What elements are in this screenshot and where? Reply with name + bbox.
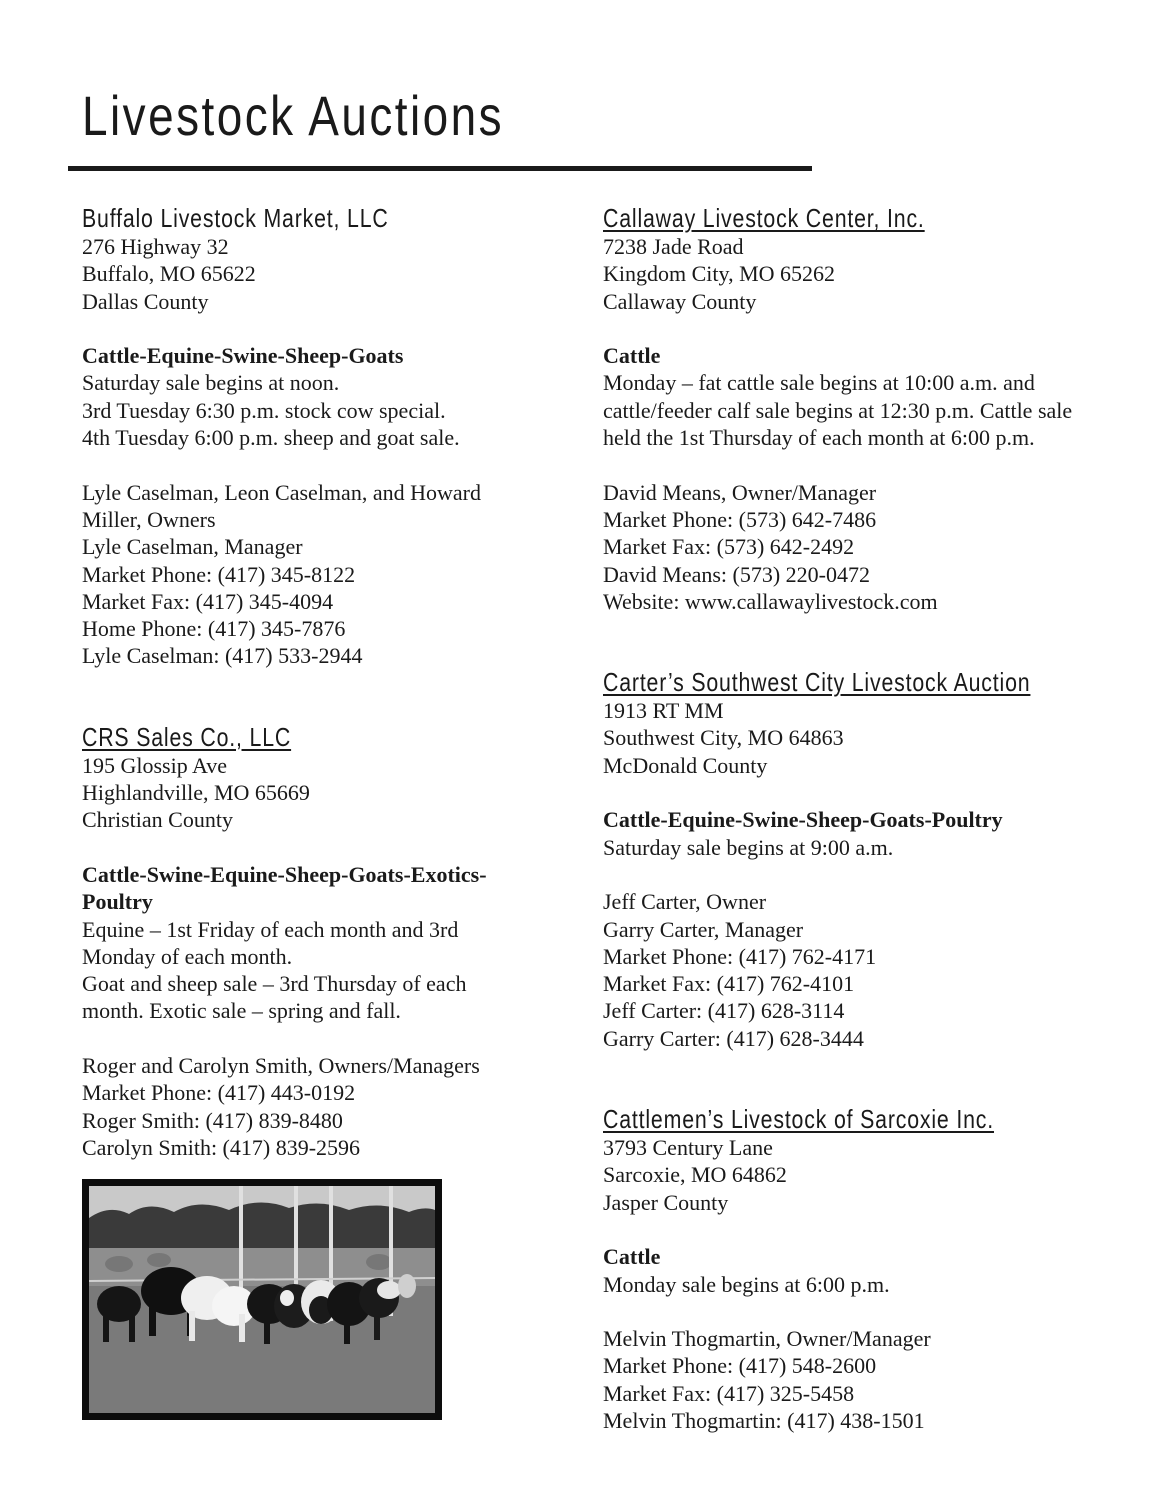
right-column bbox=[603, 204, 1143, 1434]
auction-name: Buffalo Livestock Market, LLC bbox=[82, 203, 389, 233]
address-line: Buffalo, MO 65622 bbox=[82, 261, 256, 287]
address-line: 7238 Jade Road bbox=[603, 234, 744, 259]
contact-line: Market Phone: (573) 642-7486 bbox=[603, 506, 877, 532]
schedule-line: Monday sale begins at 6:00 p.m. bbox=[603, 1271, 890, 1297]
contact-line: Lyle Caselman, Manager bbox=[82, 534, 303, 560]
address-line: 195 Glossip Ave bbox=[82, 752, 228, 778]
cattle-photo bbox=[82, 1179, 442, 1420]
schedule-line: 4th Tuesday 6:00 p.m. sheep and goat sale. bbox=[82, 425, 460, 451]
contact-line: Roger and Carolyn Smith, Owners/Managers bbox=[82, 1053, 480, 1079]
contact-line: Lyle Caselman: (417) 533-2944 bbox=[82, 643, 363, 669]
address-line: Kingdom City, MO 65262 bbox=[603, 261, 836, 287]
schedule-line: 3rd Tuesday 6:30 p.m. stock cow special. bbox=[82, 397, 446, 423]
auction-name: Cattlemen’s Livestock of Sarcoxie Inc. bbox=[603, 1104, 994, 1135]
county: McDonald County bbox=[603, 752, 768, 778]
title-divider bbox=[68, 166, 812, 171]
schedule-line: Saturday sale begins at 9:00 a.m. bbox=[603, 834, 894, 860]
contact-line: Market Phone: (417) 345-8122 bbox=[82, 561, 356, 587]
contact-line: Garry Carter: (417) 628-3444 bbox=[603, 1025, 864, 1051]
address-line: Sarcoxie, MO 64862 bbox=[603, 1162, 787, 1188]
contact-line: Market Fax: (417) 345-4094 bbox=[82, 588, 334, 614]
address-line: 3793 Century Lane bbox=[603, 1135, 773, 1161]
county: Dallas County bbox=[82, 288, 209, 314]
county: Callaway County bbox=[603, 288, 757, 314]
county: Christian County bbox=[82, 807, 233, 833]
livestock-types: Cattle bbox=[603, 343, 661, 369]
auction-name: Callaway Livestock Center, Inc. bbox=[603, 203, 925, 233]
schedule-line: Monday of each month. bbox=[82, 943, 293, 969]
contact-line: Miller, Owners bbox=[82, 506, 216, 532]
contact-line: Market Phone: (417) 548-2600 bbox=[603, 1353, 877, 1379]
auction-entry-buffalo bbox=[82, 204, 582, 670]
livestock-types: Poultry bbox=[82, 889, 153, 915]
contact-line: Home Phone: (417) 345-7876 bbox=[82, 616, 346, 642]
contact-line: Market Fax: (417) 762-4101 bbox=[603, 971, 855, 997]
livestock-types: Cattle-Swine-Equine-Sheep-Goats-Exotics- bbox=[82, 861, 487, 887]
address-line: 1913 RT MM bbox=[603, 698, 724, 724]
contact-line: Jeff Carter: (417) 628-3114 bbox=[603, 998, 845, 1024]
auction-name: CRS Sales Co., LLC bbox=[82, 721, 292, 752]
county: Jasper County bbox=[603, 1189, 729, 1215]
schedule-line: month. Exotic sale – spring and fall. bbox=[82, 998, 401, 1024]
livestock-types: Cattle-Equine-Swine-Sheep-Goats bbox=[82, 343, 404, 369]
auction-entry-crs bbox=[82, 723, 582, 1161]
contact-line: Carolyn Smith: (417) 839-2596 bbox=[82, 1134, 361, 1160]
schedule-line: Equine – 1st Friday of each month and 3rd bbox=[82, 916, 459, 942]
auction-entry-callaway bbox=[603, 204, 1143, 615]
schedule-line: Saturday sale begins at noon. bbox=[82, 370, 340, 396]
auction-name: Carter’s Southwest City Livestock Auction bbox=[603, 667, 1031, 698]
address-line: Highlandville, MO 65669 bbox=[82, 780, 310, 806]
schedule-line: Monday – fat cattle sale begins at 10:00 a.m. and bbox=[603, 370, 1035, 396]
contact-line: Lyle Caselman, Leon Caselman, and Howard bbox=[82, 479, 481, 505]
contact-line: Jeff Carter, Owner bbox=[603, 889, 767, 915]
contact-line: Market Fax: (417) 325-5458 bbox=[603, 1380, 855, 1406]
contact-line: Garry Carter, Manager bbox=[603, 916, 804, 942]
contact-line: Melvin Thogmartin: (417) 438-1501 bbox=[603, 1407, 925, 1433]
contact-line: Melvin Thogmartin, Owner/Manager bbox=[603, 1326, 931, 1352]
auction-entry-carters bbox=[603, 668, 1143, 1052]
page-title: Livestock Auctions bbox=[82, 84, 505, 147]
livestock-types: Cattle bbox=[603, 1244, 661, 1270]
contact-line: Roger Smith: (417) 839-8480 bbox=[82, 1107, 343, 1133]
cattle-grazing-image bbox=[89, 1186, 435, 1413]
contact-line: Market Phone: (417) 443-0192 bbox=[82, 1080, 356, 1106]
schedule-line: Goat and sheep sale – 3rd Thursday of each bbox=[82, 971, 467, 997]
livestock-types: Cattle-Equine-Swine-Sheep-Goats-Poultry bbox=[603, 807, 1003, 833]
contact-line: David Means: (573) 220-0472 bbox=[603, 561, 871, 587]
website[interactable]: Website: www.callawaylivestock.com bbox=[603, 588, 938, 614]
address-line: Southwest City, MO 64863 bbox=[603, 725, 844, 751]
contact-line: Market Phone: (417) 762-4171 bbox=[603, 943, 877, 969]
auction-entry-cattlemens bbox=[603, 1105, 1143, 1434]
schedule-line: held the 1st Thursday of each month at 6:00 p.m. bbox=[603, 425, 1035, 451]
schedule-line: cattle/feeder calf sale begins at 12:30 p.m. Cattle sale bbox=[603, 397, 1073, 423]
contact-line: Market Fax: (573) 642-2492 bbox=[603, 534, 855, 560]
left-column bbox=[82, 204, 582, 1161]
contact-line: David Means, Owner/Manager bbox=[603, 479, 877, 505]
address-line: 276 Highway 32 bbox=[82, 234, 229, 259]
